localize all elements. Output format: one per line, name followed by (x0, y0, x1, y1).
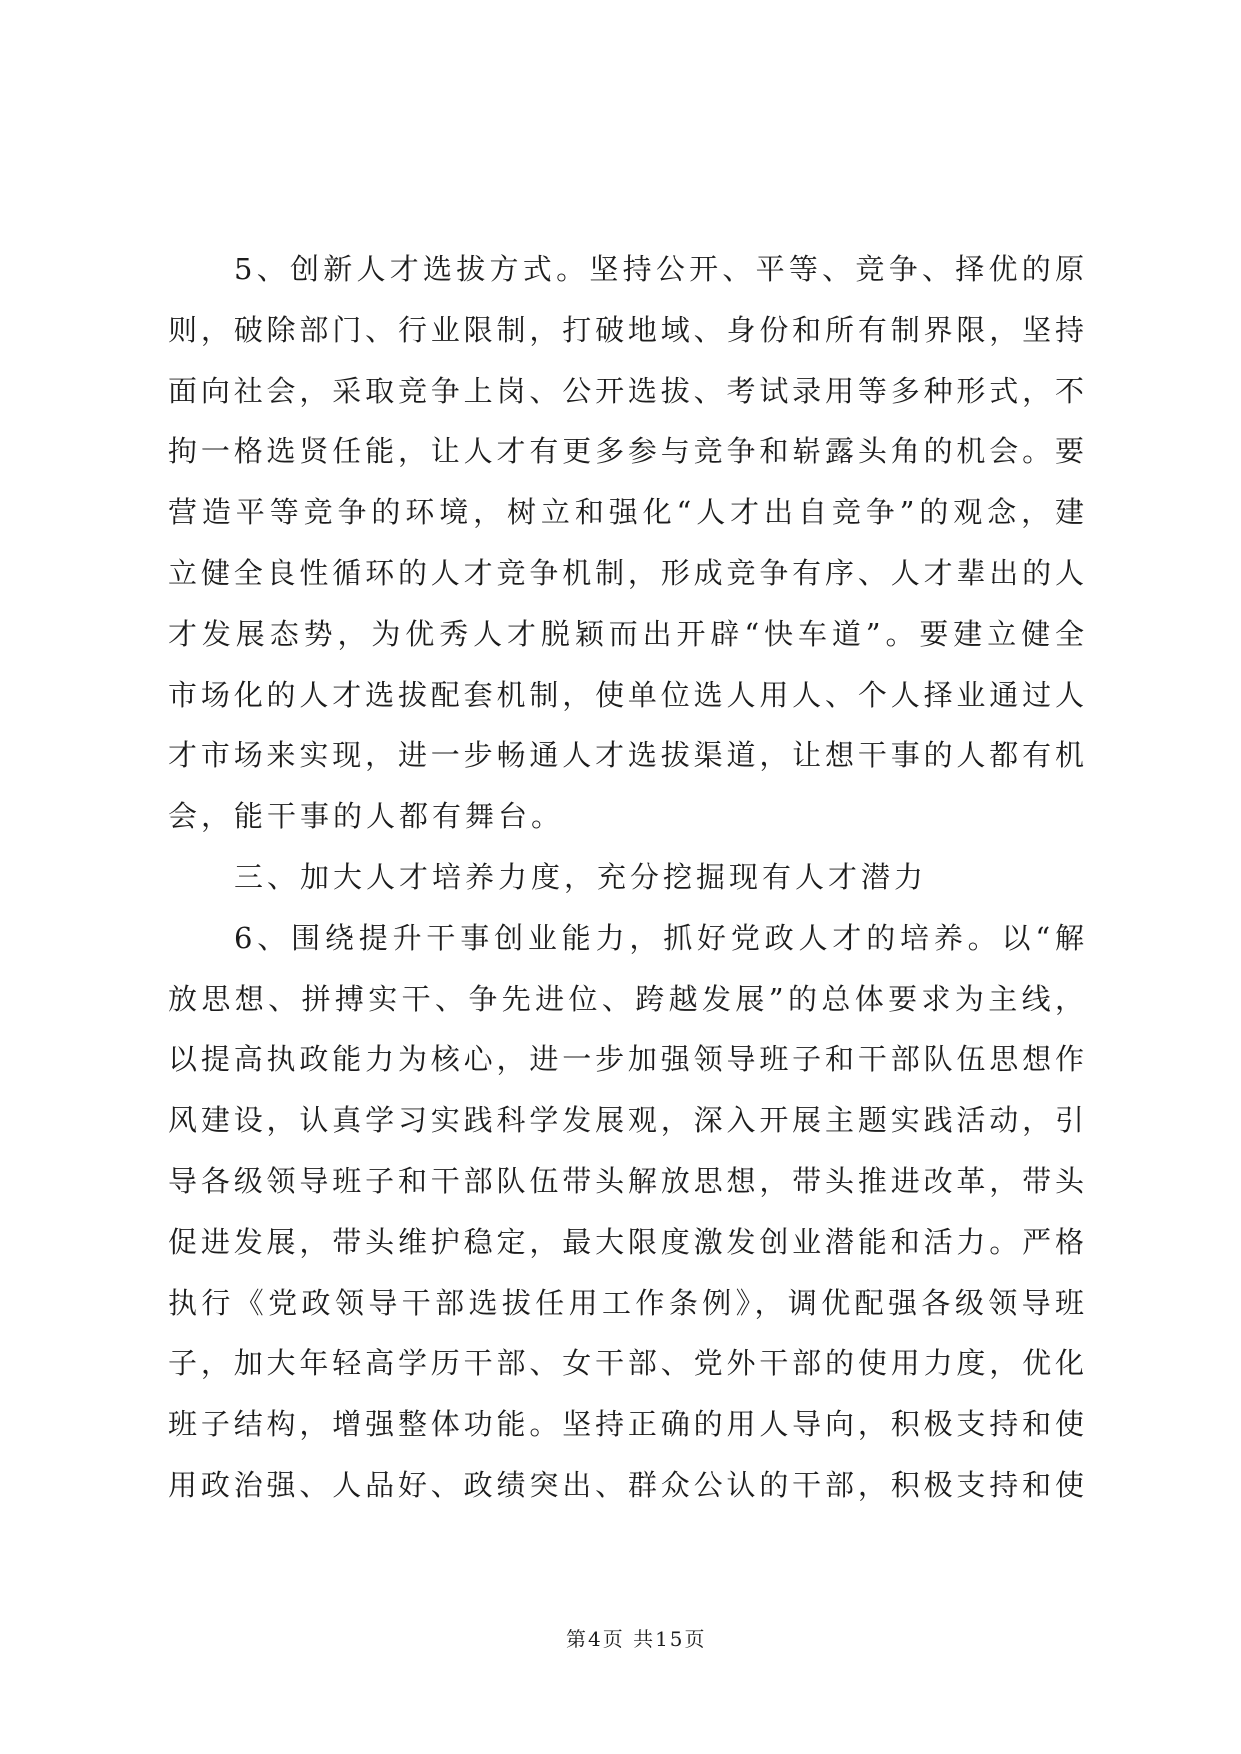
text-line: 风建设，认真学习实践科学发展观，深入开展主题实践活动，引 (168, 1103, 1084, 1138)
text-line: 拘一格选贤任能，让人才有更多参与竞争和崭露头角的机会。要 (168, 434, 1084, 469)
text-line: 子，加大年轻高学历干部、女干部、党外干部的使用力度，优化 (168, 1346, 1084, 1381)
text-line: 市场化的人才选拔配套机制，使单位选人用人、个人择业通过人 (168, 677, 1084, 712)
page-footer (566, 1626, 707, 1652)
text-line: 才发展态势，为优秀人才脱颖而出开辟“快车道”。要建立健全 (168, 616, 1084, 651)
text-line: 才市场来实现，进一步畅通人才选拔渠道，让想干事的人都有机 (168, 738, 1084, 773)
text-line: 立健全良性循环的人才竞争机制，形成竞争有序、人才辈出的人 (168, 555, 1084, 590)
text-line: 用政治强、人品好、政绩突出、群众公认的干部，积极支持和使 (168, 1467, 1084, 1502)
text-line: 执行《党政领导干部选拔任用工作条例》，调优配强各级领导班 (168, 1285, 1084, 1320)
text-line: 营造平等竞争的环境，树立和强化“人才出自竞争”的观念，建 (168, 495, 1084, 530)
text-line: 面向社会，采取竞争上岗、公开选拔、考试录用等多种形式，不 (168, 373, 1084, 408)
section-heading: 三、加大人才培养力度，充分挖掘现有人才潜力 (234, 859, 928, 894)
text-line: 则，破除部门、行业限制，打破地域、身份和所有制界限，坚持 (168, 312, 1084, 347)
paragraph (168, 908, 1084, 1516)
text-line: 以提高执政能力为核心，进一步加强领导班子和干部队伍思想作 (168, 1042, 1084, 1077)
text-line: 促进发展，带头维护稳定，最大限度激发创业潜能和活力。严格 (168, 1224, 1084, 1259)
text-line: 放思想、拼搏实干、争先进位、跨越发展”的总体要求为主线， (168, 981, 1084, 1016)
document-body (168, 239, 1084, 1516)
text-line: 班子结构，增强整体功能。坚持正确的用人导向，积极支持和使 (168, 1407, 1084, 1442)
text-line: 6、围绕提升干事创业能力，抓好党政人才的培养。以“解 (234, 920, 1084, 955)
text-line: 会，能干事的人都有舞台。 (168, 799, 565, 834)
paragraph (168, 239, 1084, 847)
page-number-label: 第4页 共15页 (566, 1627, 707, 1651)
text-line: 5、创新人才选拔方式。坚持公开、平等、竞争、择优的原 (234, 252, 1084, 286)
text-line: 导各级领导班子和干部队伍带头解放思想，带头推进改革，带头 (168, 1163, 1084, 1198)
